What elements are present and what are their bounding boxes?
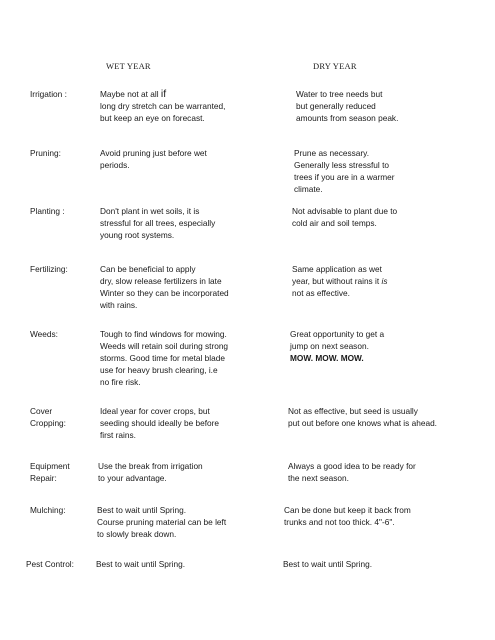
- dry-year-cell: Not as effective, but seed is usually put out before one knows what is ahead.: [288, 406, 437, 428]
- row-label: Pest Control:: [26, 559, 74, 569]
- wet-year-cell: Use the break from irrigation to your advantage.: [98, 461, 203, 483]
- dry-year-cell: Great opportunity to get a jump on next season. MOW. MOW. MOW.: [290, 329, 385, 363]
- dry-year-header: DRY YEAR: [313, 61, 357, 71]
- dry-year-cell: Water to tree needs but but generally reduced amounts from season peak.: [296, 89, 399, 123]
- wet-year-cell: Maybe not at all if long dry stretch can be warranted, but keep an eye on forecast.: [100, 88, 226, 123]
- wet-year-cell: Best to wait until Spring. Course pruning material can be left to slowly break down.: [97, 505, 227, 539]
- wet-year-cell: Tough to find windows for mowing. Weeds will retain soil during strong storms. Good time for metal blade use for heavy brush clearing, i.e no fire risk.: [100, 329, 229, 387]
- row-label: Pruning:: [30, 148, 61, 158]
- wet-year-cell: Avoid pruning just before wet periods.: [100, 148, 207, 170]
- wet-year-cell: Don't plant in wet soils, it is stressful for all trees, especially young root systems.: [100, 206, 216, 240]
- wet-year-cell: Can be beneficial to apply dry, slow release fertilizers in late Winter so they can be incorporated with rains.: [100, 264, 229, 310]
- row-label: Mulching:: [30, 505, 66, 515]
- dry-year-cell: Not advisable to plant due to cold air and soil temps.: [292, 206, 398, 228]
- row-label: Equipment Repair:: [30, 461, 70, 483]
- wet-year-cell: Ideal year for cover crops, but seeding should ideally be before first rains.: [100, 406, 220, 440]
- row-label: Fertilizing:: [30, 264, 68, 274]
- row-label: Irrigation :: [30, 89, 67, 99]
- dry-year-cell: Always a good idea to be ready for the next season.: [288, 461, 416, 483]
- dry-year-cell: Prune as necessary. Generally less stressful to trees if you are in a warmer climate.: [294, 148, 395, 194]
- dry-year-cell: Can be done but keep it back from trunks and not too thick. 4"-6".: [284, 505, 411, 527]
- dry-year-cell: Best to wait until Spring.: [283, 559, 373, 569]
- wet-year-cell: Best to wait until Spring.: [96, 559, 186, 569]
- row-label: Cover Cropping:: [30, 406, 66, 428]
- dry-year-cell: Same application as wet year, but without rains it is not as effective.: [292, 264, 388, 298]
- wet-year-header: WET YEAR: [106, 61, 151, 71]
- row-label: Weeds:: [30, 329, 58, 339]
- row-label: Planting :: [30, 206, 65, 216]
